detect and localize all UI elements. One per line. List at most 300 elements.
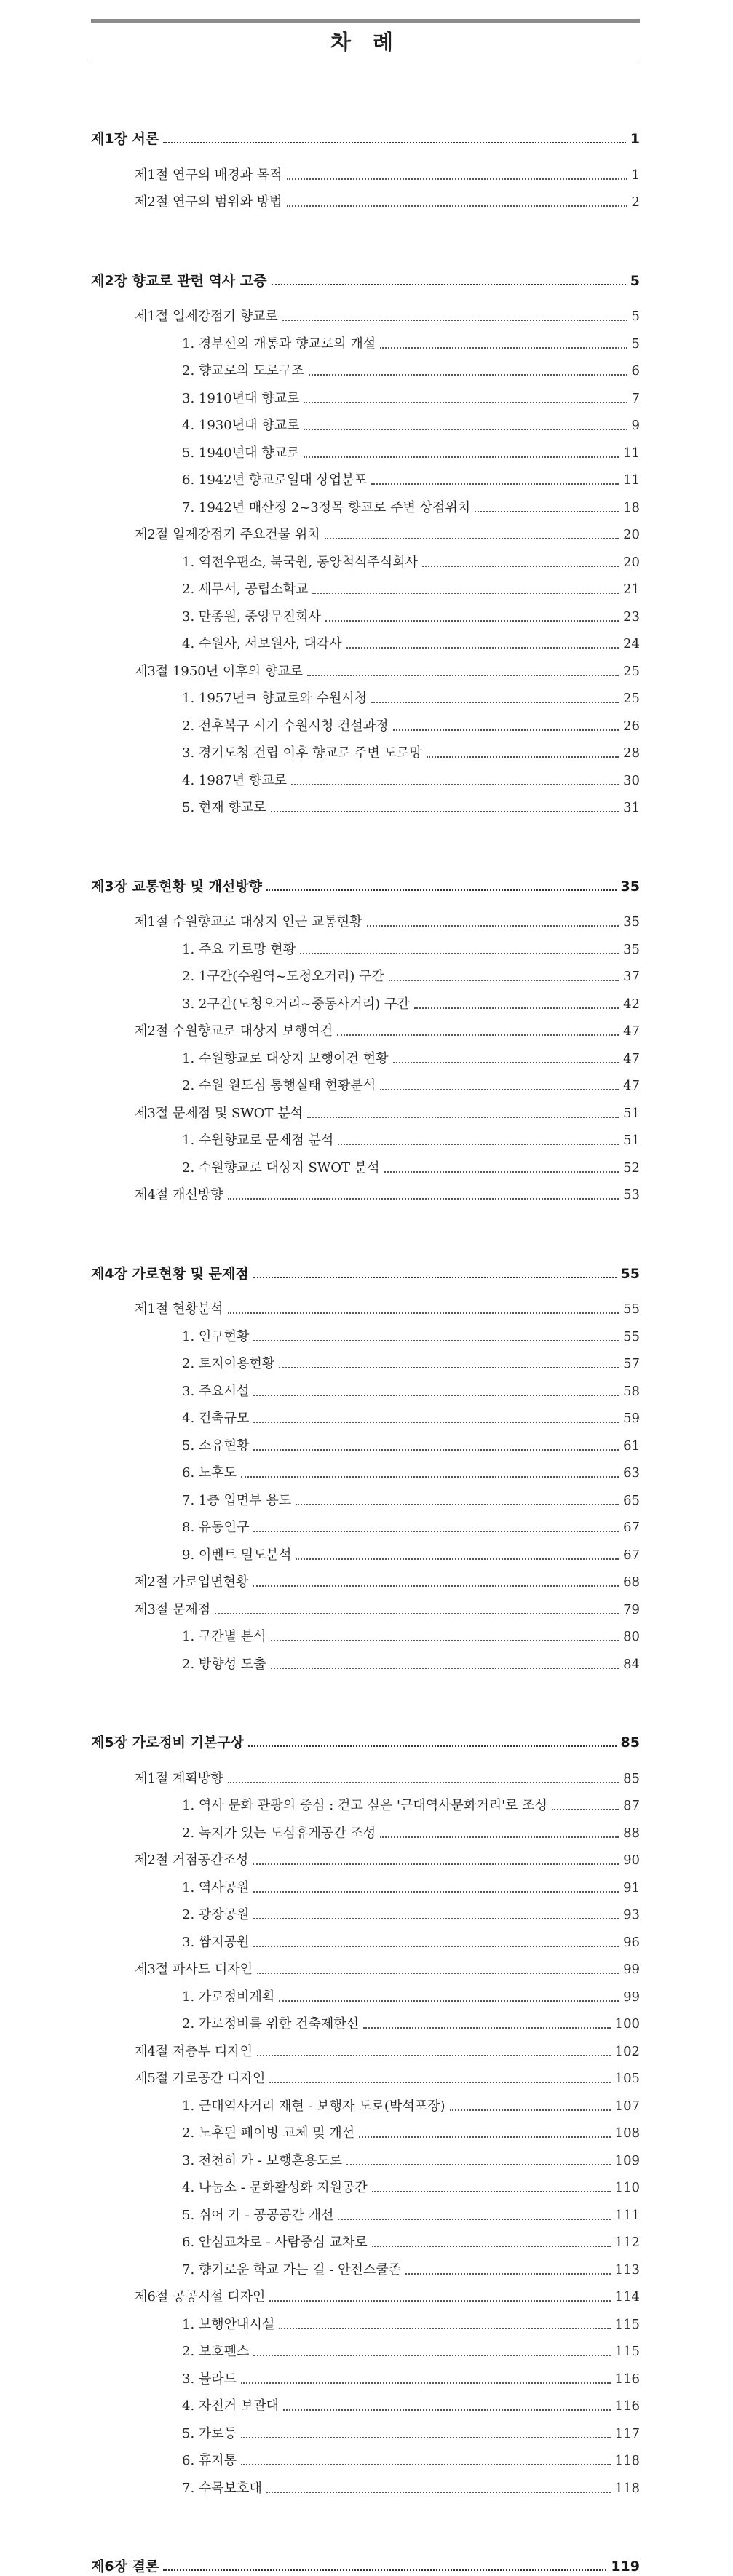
- toc-entry-label: 1. 가로정비계획: [182, 1989, 275, 2005]
- toc-item-entry[interactable]: [182, 2015, 640, 2034]
- dot-leader: [228, 1782, 619, 1783]
- toc-item-entry[interactable]: [182, 2425, 640, 2444]
- toc-page-number: 26: [623, 718, 640, 734]
- dot-leader: [346, 2164, 611, 2165]
- toc-entry-label: 2. 광장공원: [182, 1907, 250, 1922]
- dot-leader: [427, 756, 619, 758]
- toc-section-entry[interactable]: [135, 1186, 640, 1205]
- dot-leader: [359, 2136, 611, 2138]
- toc-entry-label: 2. 토지이용현황: [182, 1356, 275, 1371]
- dot-leader: [414, 1007, 619, 1009]
- dot-leader: [253, 1422, 619, 1423]
- dot-leader: [283, 2409, 611, 2411]
- toc-entry-label: 2. 수원 원도심 통행실태 현황분석: [182, 1078, 376, 1093]
- dot-leader: [304, 456, 619, 458]
- toc-entry-label: 5. 가로등: [182, 2426, 237, 2441]
- toc-entry-label: 2. 전후복구 시기 수원시청 건설과정: [182, 718, 389, 734]
- dot-leader: [422, 566, 619, 567]
- toc-page-number: 111: [614, 2208, 640, 2223]
- toc-page-number: 5: [630, 273, 640, 289]
- toc-section-entry[interactable]: [135, 1022, 640, 1041]
- toc-entry-label: 제1장 서론: [91, 131, 159, 147]
- dot-leader: [253, 1531, 619, 1532]
- toc-page-number: 58: [623, 1384, 640, 1399]
- toc-entry-label: 5. 소유현황: [182, 1438, 250, 1454]
- dot-leader: [253, 1863, 619, 1865]
- toc-item-entry[interactable]: [182, 2179, 640, 2197]
- toc-entry-label: 제6장 결론: [91, 2559, 159, 2575]
- toc-entry-label: 6. 1942년 향교로일대 상업분포: [182, 472, 368, 488]
- toc-item-entry[interactable]: [182, 2233, 640, 2252]
- toc-section-entry[interactable]: [135, 1104, 640, 1123]
- toc-page-number: 90: [623, 1852, 640, 1868]
- toc-page-number: 115: [614, 2317, 640, 2332]
- toc-section-entry[interactable]: [135, 307, 640, 326]
- dot-leader: [372, 2191, 611, 2192]
- toc-page-number: 118: [614, 2453, 640, 2468]
- dot-leader: [337, 1034, 619, 1036]
- toc-entry-label: 4. 자전거 보관대: [182, 2398, 279, 2414]
- toc-item-entry[interactable]: [182, 717, 640, 736]
- toc-item-entry[interactable]: [182, 940, 640, 959]
- toc-entry-label: 1. 역사공원: [182, 1880, 250, 1895]
- toc-item-entry[interactable]: [182, 362, 640, 381]
- toc-page-number: 105: [614, 2071, 640, 2086]
- toc-item-entry[interactable]: [182, 1988, 640, 2007]
- toc-section-entry[interactable]: [135, 2042, 640, 2061]
- dot-leader: [279, 2000, 619, 2002]
- toc-item-entry[interactable]: [182, 635, 640, 654]
- toc-section-entry[interactable]: [135, 166, 640, 185]
- toc-entry-label: 7. 수목보호대: [182, 2481, 262, 2496]
- toc-entry-label: 제2절 일제강점기 주요건물 위치: [135, 527, 320, 542]
- dot-leader: [405, 2273, 611, 2275]
- toc-item-entry[interactable]: [182, 2206, 640, 2225]
- dot-leader: [393, 729, 619, 731]
- toc-section-entry[interactable]: [135, 1300, 640, 1319]
- toc-entry-label: 6. 휴지통: [182, 2453, 237, 2468]
- toc-item-entry[interactable]: [182, 772, 640, 790]
- toc-page-number: 57: [623, 1356, 640, 1371]
- toc-entry-label: 제3절 문제점 및 SWOT 분석: [135, 1106, 304, 1121]
- toc-item-entry[interactable]: [182, 1328, 640, 1347]
- toc-section-entry[interactable]: [135, 1851, 640, 1870]
- dot-leader: [307, 1117, 619, 1118]
- dot-leader: [380, 1089, 619, 1090]
- toc-item-entry[interactable]: [182, 580, 640, 599]
- dot-leader: [282, 320, 627, 321]
- toc-section-entry[interactable]: [135, 1601, 640, 1620]
- dot-leader: [253, 1585, 619, 1587]
- toc-page-number: 67: [623, 1547, 640, 1563]
- toc-item-entry[interactable]: [182, 2097, 640, 2116]
- dot-leader: [367, 925, 619, 927]
- dot-leader: [266, 889, 617, 891]
- toc-item-entry[interactable]: [182, 1879, 640, 1898]
- toc-entry-label: 4. 1930년대 향교로: [182, 418, 300, 433]
- toc-entry-label: 제2절 수원향교로 대상지 보행여건: [135, 1023, 333, 1039]
- toc-page-number: 85: [620, 1735, 640, 1751]
- dot-leader: [253, 1395, 619, 1396]
- toc-entry-label: 2. 보호펜스: [182, 2344, 250, 2359]
- dot-leader: [279, 1367, 619, 1368]
- toc-entry-label: 4. 1987년 향교로: [182, 773, 287, 788]
- toc-item-entry[interactable]: [182, 499, 640, 518]
- toc-page-number: 2: [631, 194, 640, 210]
- toc-entry-label: 제5장 가로정비 기본구상: [91, 1735, 244, 1751]
- toc-entry-label: 제4절 개선방향: [135, 1187, 223, 1202]
- toc-page-number: 109: [614, 2153, 640, 2168]
- toc-item-entry[interactable]: [182, 2261, 640, 2280]
- dot-leader: [253, 1277, 617, 1278]
- toc-page-number: 93: [623, 1907, 640, 1922]
- toc-section-entry[interactable]: [135, 1573, 640, 1592]
- toc-page-number: 25: [623, 691, 640, 706]
- toc-item-entry[interactable]: [182, 608, 640, 627]
- toc-item-entry[interactable]: [182, 2315, 640, 2334]
- toc-page-number: 67: [623, 1520, 640, 1535]
- dot-leader: [371, 483, 619, 485]
- toc-section-entry[interactable]: [135, 913, 640, 932]
- toc-entry-label: 제1절 일제강점기 향교로: [135, 309, 278, 324]
- toc-entry-label: 제2절 연구의 범위와 방법: [135, 194, 282, 210]
- toc-item-entry[interactable]: [182, 967, 640, 986]
- dot-leader: [312, 593, 619, 594]
- toc-section-entry[interactable]: [135, 1769, 640, 1788]
- toc-item-entry[interactable]: [182, 995, 640, 1014]
- toc-entry-label: 1. 수원향교로 대상지 보행여건 현황: [182, 1051, 389, 1066]
- dot-leader: [380, 347, 627, 349]
- toc-page-number: 116: [614, 2398, 640, 2414]
- toc-item-entry[interactable]: [182, 444, 640, 463]
- toc-chapter-entry[interactable]: [91, 1733, 640, 1752]
- toc-page-number: 11: [623, 472, 640, 488]
- dot-leader: [266, 2492, 611, 2493]
- dot-leader: [325, 620, 619, 622]
- dot-leader: [253, 1946, 619, 1947]
- toc-page-number: 65: [623, 1493, 640, 1508]
- toc-entry-label: 3. 주요시설: [182, 1384, 250, 1399]
- toc-page-number: 112: [614, 2235, 640, 2250]
- toc-item-entry[interactable]: [182, 1933, 640, 1952]
- toc-item-entry[interactable]: [182, 2124, 640, 2143]
- toc-item-entry[interactable]: [182, 689, 640, 708]
- toc-entry-label: 제3장 교통현황 및 개선방향: [91, 879, 262, 895]
- toc-entry-label: 1. 경부선의 개통과 향교로의 개설: [182, 336, 376, 352]
- dot-leader: [241, 1476, 619, 1478]
- toc-page-number: 1: [631, 167, 640, 183]
- dot-leader: [393, 1062, 619, 1063]
- toc-item-entry[interactable]: [182, 2397, 640, 2416]
- toc-page-number: 11: [623, 445, 640, 461]
- toc-chapter-entry[interactable]: [91, 1264, 640, 1283]
- dot-leader: [271, 811, 619, 812]
- toc-section-entry[interactable]: [135, 193, 640, 212]
- toc-item-entry[interactable]: [182, 1077, 640, 1095]
- toc-entry-label: 6. 노후도: [182, 1465, 237, 1481]
- toc-entry-label: 4. 나눔소 - 문화활성화 지원공간: [182, 2180, 368, 2195]
- dot-leader: [241, 2382, 611, 2384]
- dot-leader: [287, 178, 627, 180]
- dot-leader: [253, 1891, 619, 1893]
- toc-item-entry[interactable]: [182, 335, 640, 354]
- dot-leader: [346, 647, 619, 649]
- toc-entry-label: 5. 1940년대 향교로: [182, 445, 300, 461]
- toc-item-entry[interactable]: [182, 798, 640, 817]
- dot-leader: [215, 1613, 619, 1614]
- dot-leader: [380, 1836, 619, 1838]
- toc-entry-label: 2. 가로정비를 위한 건축제한선: [182, 2016, 359, 2032]
- toc-page-number: 31: [623, 800, 640, 815]
- dot-leader: [241, 2464, 611, 2465]
- toc-page-number: 108: [614, 2125, 640, 2141]
- dot-leader: [304, 402, 627, 403]
- toc-page-number: 116: [614, 2371, 640, 2387]
- toc-entry-label: 1. 구간별 분석: [182, 1629, 266, 1644]
- toc-item-entry[interactable]: [182, 1491, 640, 1510]
- toc-item-entry[interactable]: [182, 553, 640, 572]
- toc-entry-label: 1. 수원향교로 문제점 분석: [182, 1133, 334, 1148]
- toc-item-entry[interactable]: [182, 1546, 640, 1565]
- toc-page-number: 47: [623, 1078, 640, 1093]
- toc-entry-label: 1. 인구현황: [182, 1329, 250, 1344]
- dot-leader: [228, 1198, 619, 1200]
- toc-page-number: 117: [614, 2426, 640, 2441]
- toc-page-number: 23: [623, 609, 640, 625]
- toc-item-entry[interactable]: [182, 1437, 640, 1456]
- toc-item-entry[interactable]: [182, 1382, 640, 1401]
- toc-entry-label: 제2절 가로입면현황: [135, 1574, 249, 1590]
- dot-leader: [253, 1449, 619, 1451]
- toc-item-entry[interactable]: [182, 1131, 640, 1150]
- toc-page-number: 96: [623, 1935, 640, 1950]
- toc-page-number: 51: [623, 1133, 640, 1148]
- toc-page-number: 113: [614, 2262, 640, 2278]
- toc-page-number: 63: [623, 1465, 640, 1481]
- toc-item-entry[interactable]: [182, 1796, 640, 1815]
- toc-section-entry[interactable]: [135, 2288, 640, 2307]
- toc-entry-label: 제1절 현황분석: [135, 1301, 223, 1317]
- dot-leader: [269, 2300, 610, 2302]
- dot-leader: [272, 284, 626, 285]
- toc-page-number: 24: [623, 636, 640, 651]
- toc-page-number: 35: [623, 942, 640, 957]
- toc-item-entry[interactable]: [182, 1409, 640, 1428]
- toc-page-number: 20: [623, 527, 640, 542]
- toc-entry-label: 1. 역전우편소, 북국원, 동양척식주식회사: [182, 555, 418, 570]
- toc-page-number: 85: [623, 1771, 640, 1786]
- toc-entry-label: 3. 쌈지공원: [182, 1935, 250, 1950]
- toc-item-entry[interactable]: [182, 744, 640, 763]
- dot-leader: [372, 2246, 611, 2247]
- toc-page-number: 30: [623, 773, 640, 788]
- toc-entry-label: 6. 안심교차로 - 사람중심 교차로: [182, 2235, 368, 2250]
- dot-leader: [228, 1312, 619, 1314]
- toc-page-number: 119: [611, 2559, 640, 2575]
- toc-entry-label: 4. 건축규모: [182, 1411, 250, 1426]
- toc-page-number: 55: [623, 1301, 640, 1317]
- dot-leader: [271, 1640, 619, 1641]
- toc-page-number: 52: [623, 1160, 640, 1176]
- dot-leader: [269, 2082, 610, 2083]
- toc-item-entry[interactable]: [182, 2342, 640, 2361]
- toc-entry-label: 3. 만종원, 중앙무진회사: [182, 609, 321, 625]
- dot-leader: [296, 1558, 619, 1560]
- dot-leader: [163, 2569, 606, 2571]
- toc-item-entry[interactable]: [182, 1159, 640, 1178]
- dot-leader: [338, 1144, 619, 1145]
- toc-entry-label: 제3절 문제점: [135, 1602, 211, 1617]
- toc-page-number: 84: [623, 1657, 640, 1672]
- dot-leader: [307, 675, 619, 676]
- toc-page-number: 20: [623, 555, 640, 570]
- toc-section-entry[interactable]: [135, 1960, 640, 1979]
- dot-leader: [304, 429, 627, 430]
- toc-entry-label: 2. 1구간(수원역~도청오거리) 구간: [182, 969, 384, 984]
- toc-entry-label: 7. 1942년 매산정 2~3정목 향교로 주변 상점위치: [182, 500, 471, 515]
- dot-leader: [325, 538, 619, 539]
- toc-page-number: 100: [614, 2016, 640, 2032]
- toc-entry-label: 5. 쉬어 가 - 공공공간 개선: [182, 2208, 334, 2223]
- toc-entry-label: 8. 유동인구: [182, 1520, 250, 1535]
- toc-entry-label: 2. 향교로의 도로구조: [182, 363, 304, 379]
- toc-entry-label: 제4장 가로현황 및 문제점: [91, 1266, 249, 1282]
- dot-leader: [279, 2328, 610, 2329]
- toc-entry-label: 제6절 공공시설 디자인: [135, 2289, 266, 2304]
- dot-leader: [257, 1973, 619, 1974]
- toc-page-number: 99: [623, 1989, 640, 2005]
- toc-entry-label: 2. 노후된 페이빙 교체 및 개선: [182, 2125, 355, 2141]
- toc-item-entry[interactable]: [182, 1906, 640, 1925]
- toc-chapter-entry[interactable]: [91, 2557, 640, 2576]
- toc-item-entry[interactable]: [182, 1628, 640, 1646]
- toc-entry-label: 제4절 저층부 디자인: [135, 2044, 253, 2059]
- toc-item-entry[interactable]: [182, 471, 640, 490]
- toc-entry-label: 2. 세무서, 공립소학교: [182, 582, 309, 597]
- toc-page-number: 37: [623, 969, 640, 984]
- toc-page-number: 35: [620, 879, 640, 895]
- toc-chapter-entry[interactable]: [91, 130, 640, 148]
- toc-item-entry[interactable]: [182, 1050, 640, 1069]
- dot-leader: [389, 980, 619, 981]
- toc-entry-label: 3. 볼라드: [182, 2371, 237, 2387]
- dot-leader: [475, 511, 619, 512]
- toc-entry-label: 3. 2구간(도청오거리~중동사거리) 구간: [182, 996, 410, 1012]
- toc-page-number: 7: [631, 391, 640, 406]
- toc-entry-label: 제2장 향교로 관련 역사 고증: [91, 273, 267, 289]
- dot-leader: [163, 142, 626, 143]
- toc-item-entry[interactable]: [182, 2479, 640, 2498]
- toc-item-entry[interactable]: [182, 1355, 640, 1374]
- toc-entry-label: 제1절 계획방향: [135, 1771, 223, 1786]
- toc-item-entry[interactable]: [182, 416, 640, 435]
- toc-page-number: 79: [623, 1602, 640, 1617]
- toc-entry-label: 제1절 연구의 배경과 목적: [135, 167, 282, 183]
- toc-page-number: 99: [623, 1962, 640, 1977]
- toc-page-number: 6: [631, 363, 640, 379]
- toc-page-number: 21: [623, 582, 640, 597]
- toc-entry-label: 제1절 수원향교로 대상지 인근 교통현황: [135, 914, 362, 930]
- toc-page-number: 87: [623, 1798, 640, 1813]
- toc-entry-label: 5. 현재 향교로: [182, 800, 266, 815]
- toc-entry-label: 제3절 파사드 디자인: [135, 1962, 253, 1977]
- toc-entry-label: 3. 경기도청 건립 이후 향교로 주변 도로망: [182, 745, 422, 761]
- toc-page-number: 68: [623, 1574, 640, 1590]
- dot-leader: [309, 374, 627, 376]
- toc-page-number: 115: [614, 2344, 640, 2359]
- toc-entry-label: 제2절 거점공간조성: [135, 1852, 249, 1868]
- page-title: 차 례: [330, 30, 401, 55]
- dot-leader: [241, 2437, 611, 2438]
- toc-page-number: 59: [623, 1411, 640, 1426]
- toc-item-entry[interactable]: [182, 2152, 640, 2171]
- toc-item-entry[interactable]: [182, 1518, 640, 1537]
- dot-leader: [291, 784, 619, 785]
- toc-page-number: 53: [623, 1187, 640, 1202]
- toc-entry-label: 7. 향기로운 학교 가는 길 - 안전스쿨존: [182, 2262, 402, 2278]
- toc-item-entry[interactable]: [182, 389, 640, 408]
- toc-entry-label: 2. 방향성 도출: [182, 1657, 266, 1672]
- toc-entry-label: 1. 역사 문화 관광의 중심 : 걷고 싶은 '근대역사문화거리'로 조성: [182, 1798, 547, 1813]
- dot-leader: [287, 205, 627, 207]
- toc-section-entry[interactable]: [135, 662, 640, 681]
- toc-section-entry[interactable]: [135, 2069, 640, 2088]
- toc-page-number: 80: [623, 1629, 640, 1644]
- dot-leader: [296, 1504, 619, 1505]
- toc-item-entry[interactable]: [182, 2370, 640, 2389]
- toc-page-number: 9: [631, 418, 640, 433]
- toc-entry-label: 3. 1910년대 향교로: [182, 391, 300, 406]
- toc-chapter-entry[interactable]: [91, 877, 640, 896]
- toc-page-number: 28: [623, 745, 640, 761]
- dot-leader: [450, 2109, 611, 2111]
- toc-page-number: 88: [623, 1826, 640, 1841]
- toc-page-number: 47: [623, 1051, 640, 1066]
- toc-entry-label: 1. 주요 가로망 현황: [182, 942, 296, 957]
- toc-page-number: 102: [614, 2044, 640, 2059]
- toc-chapter-entry[interactable]: [91, 272, 640, 290]
- toc-page-number: 91: [623, 1880, 640, 1895]
- toc-entry-label: 제3절 1950년 이후의 향교로: [135, 664, 303, 679]
- toc-page-number: 61: [623, 1438, 640, 1454]
- toc-entry-label: 9. 이벤트 밀도분석: [182, 1547, 292, 1563]
- toc-page-number: 25: [623, 664, 640, 679]
- toc-page-number: 114: [614, 2289, 640, 2304]
- dot-leader: [253, 2355, 610, 2356]
- toc-item-entry[interactable]: [182, 1824, 640, 1843]
- toc-item-entry[interactable]: [182, 2452, 640, 2470]
- dot-leader: [363, 2027, 611, 2029]
- dot-leader: [384, 1171, 619, 1173]
- toc-page-number: 42: [623, 996, 640, 1012]
- dot-leader: [371, 702, 619, 703]
- toc-page-number: 55: [620, 1266, 640, 1282]
- toc-entry-label: 제5절 가로공간 디자인: [135, 2071, 266, 2086]
- toc-entry-label: 1. 근대역사거리 재현 - 보행자 도로(박석포장): [182, 2099, 445, 2114]
- toc-entry-label: 7. 1층 입면부 용도: [182, 1493, 292, 1508]
- toc-item-entry[interactable]: [182, 1655, 640, 1674]
- toc-page-number: 35: [623, 914, 640, 930]
- toc-section-entry[interactable]: [135, 526, 640, 544]
- toc-entry-label: 2. 녹지가 있는 도심휴게공간 조성: [182, 1826, 376, 1841]
- toc-page-number: 1: [630, 131, 640, 147]
- toc-item-entry[interactable]: [182, 1464, 640, 1483]
- dot-leader: [257, 2055, 611, 2056]
- toc-page-number: 18: [623, 500, 640, 515]
- dot-leader: [253, 1340, 619, 1341]
- toc-page-number: 107: [614, 2099, 640, 2114]
- dot-leader: [338, 2219, 610, 2220]
